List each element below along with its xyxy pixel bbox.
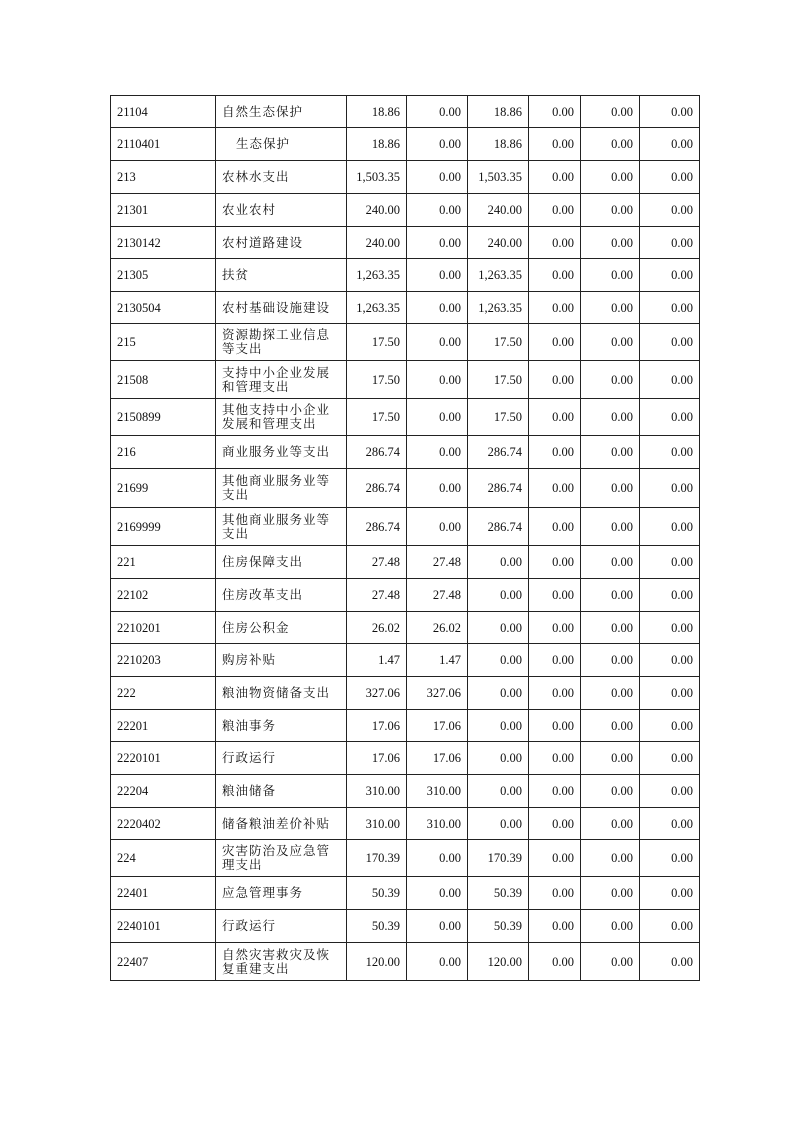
row-code: 221	[111, 546, 216, 579]
row-amount-col6: 0.00	[640, 292, 700, 324]
row-amount-col4: 0.00	[529, 910, 581, 943]
row-amount-col4: 0.00	[529, 546, 581, 579]
table-row	[111, 161, 700, 194]
table-row	[111, 128, 700, 161]
row-name: 住房公积金	[216, 612, 347, 644]
row-amount-project: 50.39	[468, 877, 529, 910]
row-amount-project: 0.00	[468, 775, 529, 808]
row-amount-project: 50.39	[468, 910, 529, 943]
row-amount-total: 327.06	[347, 677, 407, 710]
row-amount-basic: 0.00	[407, 324, 468, 361]
row-name: 其他支持中小企业发展和管理支出	[216, 399, 347, 436]
table-row	[111, 436, 700, 469]
row-amount-total: 27.48	[347, 579, 407, 612]
row-amount-col6: 0.00	[640, 840, 700, 877]
row-amount-col5: 0.00	[581, 227, 640, 259]
row-code: 213	[111, 161, 216, 194]
row-amount-col5: 0.00	[581, 508, 640, 546]
row-amount-total: 27.48	[347, 546, 407, 579]
row-name: 粮油物资储备支出	[216, 677, 347, 710]
row-amount-basic: 0.00	[407, 259, 468, 292]
row-name: 资源勘探工业信息等支出	[216, 324, 347, 361]
row-amount-basic: 0.00	[407, 469, 468, 508]
row-amount-total: 310.00	[347, 775, 407, 808]
row-code: 2220402	[111, 808, 216, 840]
row-amount-col4: 0.00	[529, 194, 581, 227]
row-amount-col6: 0.00	[640, 259, 700, 292]
row-amount-total: 1.47	[347, 644, 407, 677]
row-amount-col5: 0.00	[581, 877, 640, 910]
row-amount-col5: 0.00	[581, 710, 640, 742]
row-amount-col4: 0.00	[529, 227, 581, 259]
row-name: 其他商业服务业等支出	[216, 469, 347, 508]
table-row	[111, 775, 700, 808]
row-amount-basic: 1.47	[407, 644, 468, 677]
row-code: 2169999	[111, 508, 216, 546]
row-amount-project: 18.86	[468, 128, 529, 161]
row-amount-col6: 0.00	[640, 579, 700, 612]
row-code: 2110401	[111, 128, 216, 161]
row-amount-project: 0.00	[468, 742, 529, 775]
row-amount-total: 1,263.35	[347, 292, 407, 324]
row-amount-col5: 0.00	[581, 775, 640, 808]
row-amount-basic: 0.00	[407, 436, 468, 469]
row-name: 自然生态保护	[216, 96, 347, 128]
row-amount-col4: 0.00	[529, 128, 581, 161]
row-amount-col4: 0.00	[529, 259, 581, 292]
row-amount-project: 0.00	[468, 677, 529, 710]
row-code: 2130142	[111, 227, 216, 259]
row-code: 21508	[111, 361, 216, 399]
table-row	[111, 292, 700, 324]
row-amount-col6: 0.00	[640, 96, 700, 128]
row-name: 行政运行	[216, 742, 347, 775]
row-amount-project: 1,263.35	[468, 259, 529, 292]
table-body	[111, 96, 700, 981]
row-amount-total: 120.00	[347, 943, 407, 981]
row-amount-col6: 0.00	[640, 677, 700, 710]
table-row	[111, 677, 700, 710]
table-row	[111, 324, 700, 361]
row-amount-basic: 0.00	[407, 910, 468, 943]
row-amount-total: 240.00	[347, 227, 407, 259]
row-amount-col6: 0.00	[640, 399, 700, 436]
row-name: 行政运行	[216, 910, 347, 943]
row-amount-total: 17.06	[347, 742, 407, 775]
row-amount-total: 1,263.35	[347, 259, 407, 292]
row-name: 商业服务业等支出	[216, 436, 347, 469]
table-row	[111, 546, 700, 579]
row-amount-total: 310.00	[347, 808, 407, 840]
table-row	[111, 399, 700, 436]
table-row	[111, 259, 700, 292]
table-row	[111, 361, 700, 399]
row-amount-basic: 0.00	[407, 161, 468, 194]
row-name: 农业农村	[216, 194, 347, 227]
row-amount-col4: 0.00	[529, 161, 581, 194]
row-amount-total: 170.39	[347, 840, 407, 877]
row-amount-col5: 0.00	[581, 324, 640, 361]
row-name: 住房改革支出	[216, 579, 347, 612]
row-amount-total: 50.39	[347, 877, 407, 910]
row-name: 农村道路建设	[216, 227, 347, 259]
row-amount-col4: 0.00	[529, 96, 581, 128]
row-amount-project: 1,503.35	[468, 161, 529, 194]
row-amount-col4: 0.00	[529, 361, 581, 399]
table-row	[111, 808, 700, 840]
row-amount-project: 17.50	[468, 399, 529, 436]
row-amount-col5: 0.00	[581, 161, 640, 194]
row-amount-total: 17.06	[347, 710, 407, 742]
row-amount-project: 0.00	[468, 808, 529, 840]
row-amount-total: 50.39	[347, 910, 407, 943]
row-amount-project: 120.00	[468, 943, 529, 981]
row-amount-col5: 0.00	[581, 259, 640, 292]
row-amount-project: 0.00	[468, 644, 529, 677]
row-amount-project: 286.74	[468, 469, 529, 508]
row-name: 农林水支出	[216, 161, 347, 194]
row-amount-col5: 0.00	[581, 910, 640, 943]
row-amount-col5: 0.00	[581, 292, 640, 324]
row-code: 22401	[111, 877, 216, 910]
row-amount-project: 286.74	[468, 436, 529, 469]
row-amount-basic: 0.00	[407, 96, 468, 128]
row-name: 粮油事务	[216, 710, 347, 742]
table-row	[111, 840, 700, 877]
row-code: 21305	[111, 259, 216, 292]
row-amount-basic: 27.48	[407, 579, 468, 612]
row-code: 222	[111, 677, 216, 710]
row-amount-basic: 0.00	[407, 877, 468, 910]
row-amount-project: 0.00	[468, 710, 529, 742]
row-amount-col5: 0.00	[581, 546, 640, 579]
row-amount-total: 17.50	[347, 399, 407, 436]
row-amount-col5: 0.00	[581, 96, 640, 128]
row-amount-col5: 0.00	[581, 436, 640, 469]
row-amount-col6: 0.00	[640, 128, 700, 161]
table-row	[111, 96, 700, 128]
row-amount-col4: 0.00	[529, 292, 581, 324]
row-amount-total: 18.86	[347, 96, 407, 128]
table-row	[111, 644, 700, 677]
row-amount-basic: 327.06	[407, 677, 468, 710]
row-amount-basic: 27.48	[407, 546, 468, 579]
row-amount-basic: 26.02	[407, 612, 468, 644]
row-name: 住房保障支出	[216, 546, 347, 579]
row-amount-col6: 0.00	[640, 808, 700, 840]
row-amount-basic: 17.06	[407, 742, 468, 775]
row-code: 224	[111, 840, 216, 877]
row-amount-col5: 0.00	[581, 677, 640, 710]
row-code: 22204	[111, 775, 216, 808]
row-amount-total: 17.50	[347, 324, 407, 361]
row-amount-basic: 0.00	[407, 128, 468, 161]
row-code: 2150899	[111, 399, 216, 436]
row-amount-col5: 0.00	[581, 399, 640, 436]
row-amount-basic: 0.00	[407, 840, 468, 877]
table-row	[111, 579, 700, 612]
row-amount-col5: 0.00	[581, 808, 640, 840]
table-row	[111, 194, 700, 227]
row-amount-project: 1,263.35	[468, 292, 529, 324]
row-amount-col6: 0.00	[640, 546, 700, 579]
row-name: 生态保护	[216, 128, 347, 161]
row-amount-total: 18.86	[347, 128, 407, 161]
row-amount-col6: 0.00	[640, 508, 700, 546]
row-amount-col4: 0.00	[529, 399, 581, 436]
row-amount-col5: 0.00	[581, 943, 640, 981]
row-amount-col4: 0.00	[529, 677, 581, 710]
row-amount-project: 0.00	[468, 546, 529, 579]
row-amount-col4: 0.00	[529, 436, 581, 469]
row-amount-col4: 0.00	[529, 644, 581, 677]
row-amount-col4: 0.00	[529, 742, 581, 775]
row-amount-basic: 0.00	[407, 361, 468, 399]
row-amount-basic: 0.00	[407, 943, 468, 981]
row-code: 22407	[111, 943, 216, 981]
row-amount-col6: 0.00	[640, 644, 700, 677]
row-code: 2220101	[111, 742, 216, 775]
row-amount-col4: 0.00	[529, 710, 581, 742]
row-amount-col5: 0.00	[581, 194, 640, 227]
row-amount-col6: 0.00	[640, 436, 700, 469]
table-row	[111, 612, 700, 644]
row-code: 215	[111, 324, 216, 361]
row-amount-col5: 0.00	[581, 469, 640, 508]
row-amount-basic: 310.00	[407, 808, 468, 840]
table-row	[111, 943, 700, 981]
row-amount-col6: 0.00	[640, 194, 700, 227]
row-amount-col6: 0.00	[640, 469, 700, 508]
row-code: 216	[111, 436, 216, 469]
table-row	[111, 227, 700, 259]
row-amount-project: 17.50	[468, 361, 529, 399]
row-amount-col4: 0.00	[529, 612, 581, 644]
table-row	[111, 508, 700, 546]
row-code: 21699	[111, 469, 216, 508]
row-amount-col6: 0.00	[640, 877, 700, 910]
row-amount-col6: 0.00	[640, 161, 700, 194]
row-amount-basic: 0.00	[407, 194, 468, 227]
row-code: 21301	[111, 194, 216, 227]
row-amount-col4: 0.00	[529, 840, 581, 877]
row-amount-total: 286.74	[347, 469, 407, 508]
row-amount-col4: 0.00	[529, 469, 581, 508]
row-amount-col6: 0.00	[640, 361, 700, 399]
row-amount-col5: 0.00	[581, 128, 640, 161]
row-amount-project: 18.86	[468, 96, 529, 128]
row-name: 其他商业服务业等支出	[216, 508, 347, 546]
row-name: 购房补贴	[216, 644, 347, 677]
row-amount-project: 240.00	[468, 227, 529, 259]
row-code: 2210201	[111, 612, 216, 644]
row-amount-col4: 0.00	[529, 579, 581, 612]
row-amount-project: 17.50	[468, 324, 529, 361]
row-amount-basic: 0.00	[407, 399, 468, 436]
row-amount-total: 240.00	[347, 194, 407, 227]
row-amount-col5: 0.00	[581, 579, 640, 612]
row-amount-col4: 0.00	[529, 877, 581, 910]
table-row	[111, 910, 700, 943]
row-amount-basic: 0.00	[407, 227, 468, 259]
row-name: 应急管理事务	[216, 877, 347, 910]
row-amount-col6: 0.00	[640, 612, 700, 644]
row-amount-total: 286.74	[347, 436, 407, 469]
row-amount-basic: 310.00	[407, 775, 468, 808]
row-name: 灾害防治及应急管理支出	[216, 840, 347, 877]
row-amount-col6: 0.00	[640, 324, 700, 361]
row-amount-total: 26.02	[347, 612, 407, 644]
row-code: 2210203	[111, 644, 216, 677]
row-amount-basic: 0.00	[407, 508, 468, 546]
row-name: 粮油储备	[216, 775, 347, 808]
row-amount-total: 1,503.35	[347, 161, 407, 194]
row-amount-col6: 0.00	[640, 910, 700, 943]
row-amount-col5: 0.00	[581, 612, 640, 644]
row-code: 2240101	[111, 910, 216, 943]
row-code: 2130504	[111, 292, 216, 324]
row-name: 农村基础设施建设	[216, 292, 347, 324]
row-amount-col6: 0.00	[640, 227, 700, 259]
row-name: 支持中小企业发展和管理支出	[216, 361, 347, 399]
row-amount-project: 286.74	[468, 508, 529, 546]
row-amount-project: 170.39	[468, 840, 529, 877]
row-amount-project: 0.00	[468, 612, 529, 644]
row-code: 22201	[111, 710, 216, 742]
row-amount-col6: 0.00	[640, 710, 700, 742]
row-amount-col5: 0.00	[581, 361, 640, 399]
row-amount-total: 17.50	[347, 361, 407, 399]
table-row	[111, 742, 700, 775]
row-amount-total: 286.74	[347, 508, 407, 546]
row-amount-basic: 17.06	[407, 710, 468, 742]
table-row	[111, 877, 700, 910]
row-amount-col5: 0.00	[581, 840, 640, 877]
row-code: 22102	[111, 579, 216, 612]
row-name: 自然灾害救灾及恢复重建支出	[216, 943, 347, 981]
row-amount-project: 0.00	[468, 579, 529, 612]
row-amount-col6: 0.00	[640, 943, 700, 981]
table-row	[111, 710, 700, 742]
row-amount-col4: 0.00	[529, 808, 581, 840]
row-amount-basic: 0.00	[407, 292, 468, 324]
row-amount-col4: 0.00	[529, 508, 581, 546]
row-amount-col4: 0.00	[529, 324, 581, 361]
row-amount-col6: 0.00	[640, 775, 700, 808]
row-amount-col5: 0.00	[581, 742, 640, 775]
row-name: 储备粮油差价补贴	[216, 808, 347, 840]
row-amount-col5: 0.00	[581, 644, 640, 677]
row-amount-project: 240.00	[468, 194, 529, 227]
row-name: 扶贫	[216, 259, 347, 292]
row-amount-col6: 0.00	[640, 742, 700, 775]
budget-table	[110, 95, 700, 981]
row-amount-col4: 0.00	[529, 943, 581, 981]
table-row	[111, 469, 700, 508]
row-code: 21104	[111, 96, 216, 128]
row-amount-col4: 0.00	[529, 775, 581, 808]
